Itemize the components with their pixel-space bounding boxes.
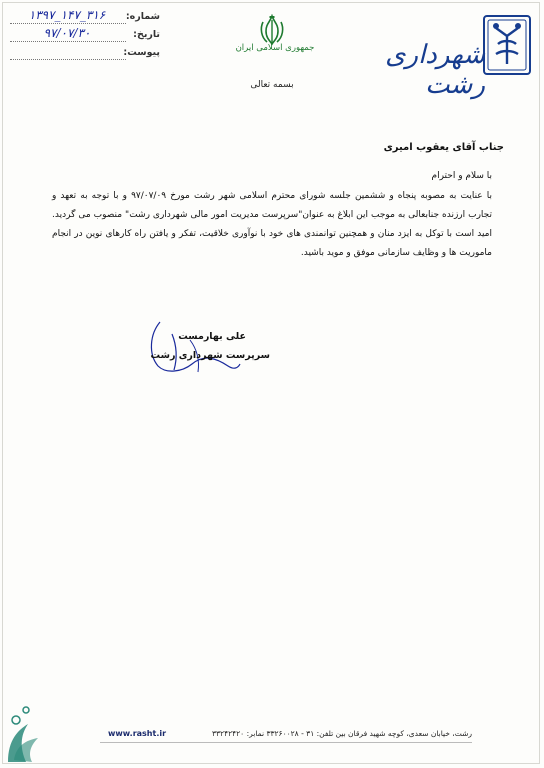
letter-meta: [10, 8, 160, 62]
bismillah-heading: بسمه تعالی: [250, 80, 294, 90]
date-value: ۹۷/۰۷/۳۰: [43, 26, 91, 40]
number-dots: [10, 23, 126, 24]
letter-page: [2, 2, 540, 764]
addressee: جناب آقای یعقوب امیری: [383, 142, 504, 153]
greeting: با سلام و احترام: [431, 171, 492, 181]
attachment-dots: [10, 59, 126, 60]
date-row: [10, 26, 160, 44]
iran-emblem-icon: [257, 14, 287, 46]
footer-divider: [100, 742, 472, 743]
date-label: تاریخ:: [133, 29, 160, 40]
signatory-name: علی بهارمست: [178, 331, 246, 342]
date-dots: [10, 41, 126, 42]
footer-website: www.rasht.ir: [108, 729, 167, 738]
footer-address: رشت، خیابان سعدی، کوچه شهید فرقان بین تلفن: ۳۱ - ۳۳۲۶۰۰۲۸ نمابر: ۳۳۲۴۲۴۲۰: [211, 729, 472, 738]
signature-block: [130, 318, 270, 378]
republic-caption: جمهوری اسلامی ایران: [235, 43, 315, 53]
number-label: شماره:: [125, 11, 160, 22]
municipality-logotype: شهرداری رشت: [385, 40, 485, 100]
letter-paragraph: با عنایت به مصوبه پنجاه و ششمین جلسه شورای محترم اسلامی شهر رشت مورخ ۹۷/۰۷/۰۹ و با توجه به تعهد و تجارب ارزنده جنابعالی به موجب این ابلاغ به عنوان"سرپرست مدیریت امور مالی شهرداری رشت" منصوب می گردید. امید است با توکل به ایزد منان و همچنین توانمندی های خود با نوآوری خلاقیت، تفکر و یافتن راه کارهای نوین در انجام ماموریت ها و وظایف سازمانی موفق و موید باشید.: [52, 191, 492, 258]
municipality-logo-icon: [482, 14, 532, 76]
handwritten-signature: [120, 314, 250, 384]
letter-body: [52, 142, 504, 263]
signatory-title: سرپرست شهرداری رشت: [150, 350, 270, 361]
attachment-row: [10, 44, 160, 62]
corner-ornament-icon: [4, 700, 54, 764]
attachment-label: پیوست:: [123, 47, 160, 58]
number-value: ۱۳۹۷_۱۴۷_۳۱۶: [28, 8, 106, 22]
number-row: [10, 8, 160, 26]
